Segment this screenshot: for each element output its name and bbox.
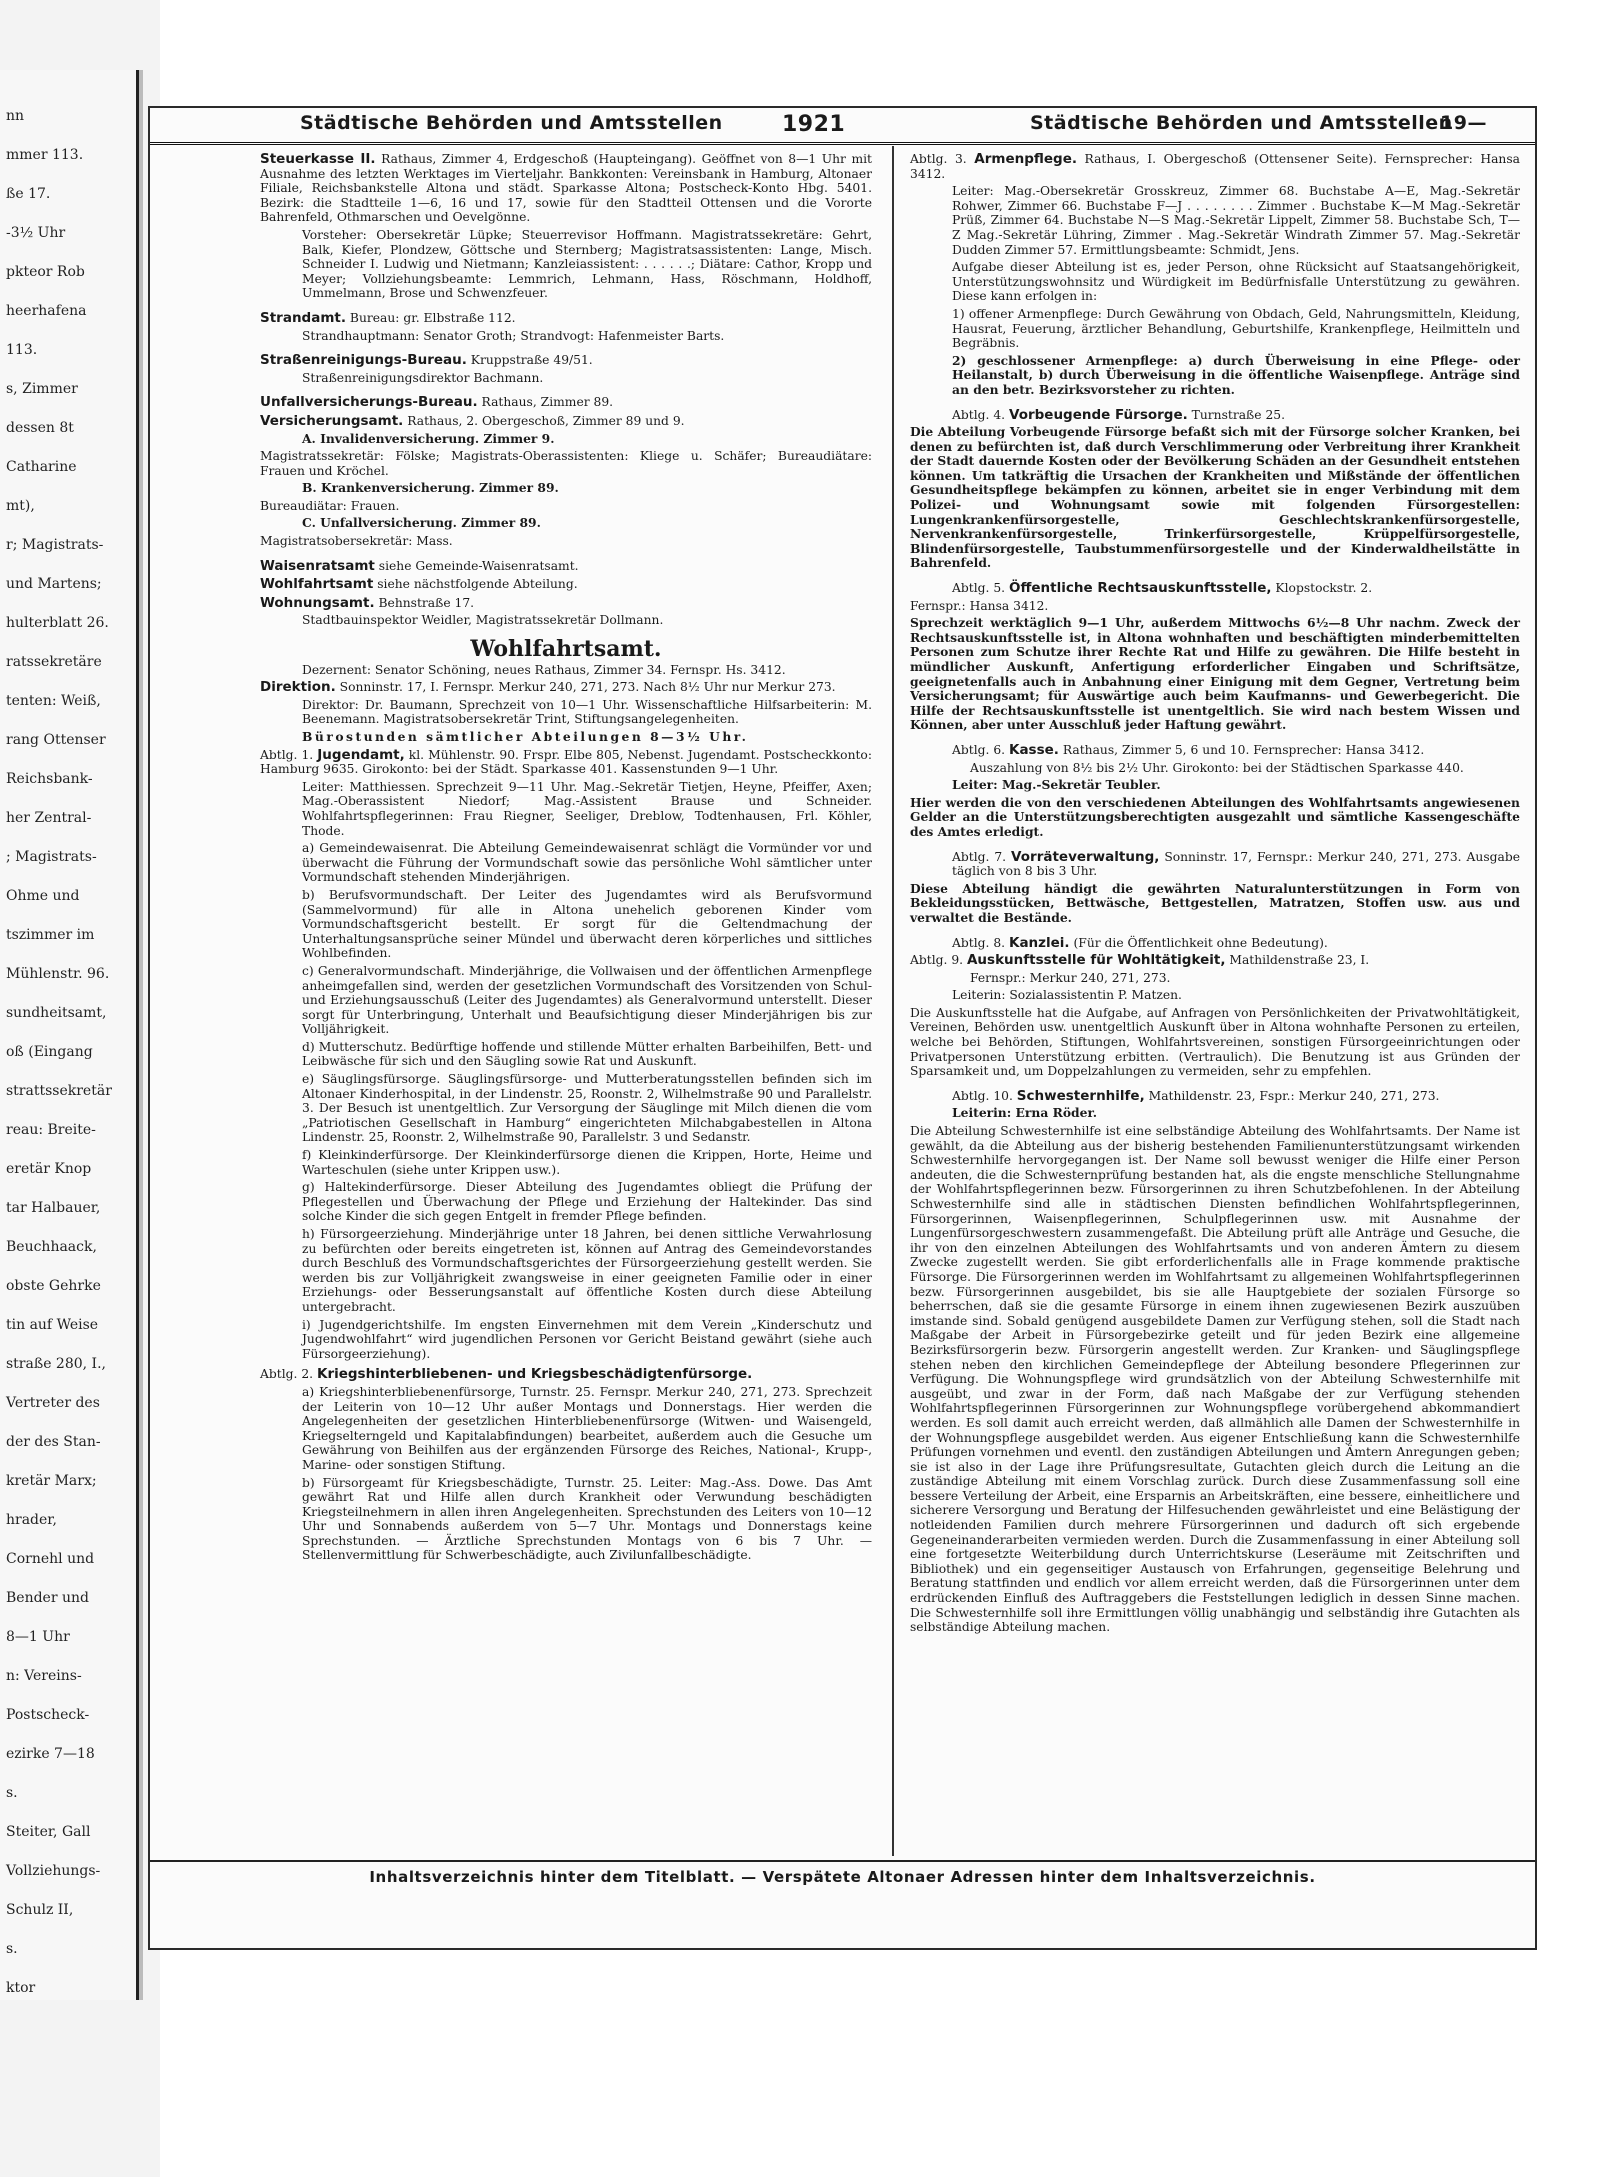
fragment-line: Beuchhaack, xyxy=(6,1239,97,1255)
entry-staff: Straßenreinigungsdirektor Bachmann. xyxy=(302,370,544,385)
entry-strassenreinigung xyxy=(260,353,872,385)
fragment-line: s, Zimmer xyxy=(6,381,78,397)
list-item: a) Kriegshinterbliebenenfürsorge, Turnstr. 25. Fernspr. Merkur 240, 271, 273. Sprechzeit der Leiterin von 10—12 Uhr außer Montags und Donnerstags. Hier werden die Angelegenheiten der gesetzlichen Hinterbliebenenfürsorge (Witwen- und Waisengeld, Kriegselterngeld und Kapitalabfindungen) bearbeitet, außerdem auch die Gesuche um Gewährung von Beihilfen aus der ergänzenden Fürsorge des Reiches, National-, Krupp-, Marine- oder sonstigen Stiftung. xyxy=(302,1384,872,1472)
fragment-line: hrader, xyxy=(6,1512,57,1528)
entry-name: Straßenreinigungs-Bureau. xyxy=(260,352,467,369)
fragment-line: pkteor Rob xyxy=(6,264,85,280)
fragment-line: Steiter, Gall xyxy=(6,1824,91,1840)
directory-page xyxy=(148,106,1537,1950)
entry-staff: Strandhauptmann: Senator Groth; Strandvogt: Hafenmeister Barts. xyxy=(302,328,725,343)
fragment-line: tar Halbauer, xyxy=(6,1200,101,1216)
fragment-line: Mühlenstr. 96. xyxy=(6,966,110,982)
fragment-line: ratssekretäre xyxy=(6,654,102,670)
list-item: h) Fürsorgeerziehung. Minderjährige unter 18 Jahren, bei denen sittliche Verwahrlosung zu befürchten oder bereits eingetreten ist, können auf Antrag des Gemeindevorstandes durch Beschluß des Vormundschaftsgerichtes der Fürsorgeerziehung gestellt werden. Sie werden bis zur Volljährigkeit zwangsweise in einer geeigneten Familie oder in einer Erziehungs- oder Besserungsanstalt auf öffentliche Kosten durch diese Abteilung untergebracht. xyxy=(302,1227,872,1314)
entry-text: Mathildenstr. 23, Fspr.: Merkur 240, 271, 273. xyxy=(1148,1088,1440,1103)
fragment-line: 8—1 Uhr xyxy=(6,1629,70,1645)
entry-name: Vorräteverwaltung, xyxy=(1011,848,1160,865)
fragment-line: Ohme und xyxy=(6,888,80,904)
page-footer: Inhaltsverzeichnis hinter dem Titelblatt. — Verspätete Altonaer Adressen hinter dem Inhaltsverzeichnis. xyxy=(150,1860,1535,1898)
fragment-line: sundheitsamt, xyxy=(6,1005,107,1021)
fragment-line: der des Stan- xyxy=(6,1434,101,1450)
entry-name: Auskunftsstelle für Wohltätigkeit, xyxy=(966,952,1226,969)
entry-text: Rathaus, Zimmer 4, Erdgeschoß (Haupteingang). Geöffnet von 8—1 Uhr mit Ausnahme des letzten Werktages im Vierteljahr. Bankkonten: Vereinsbank in Hamburg, Altonaer Filiale, Reichsbankstelle Altona und städt. Sparkasse Altona; Postscheck-Konto Hbg. 5401. Bezirk: die Stadtteile 1—6, 16 und 17, sowie für den Stadtteil Ottensen und die Vororte Bahrenfeld, Othmarschen und Oevelgönne. xyxy=(260,152,872,225)
entry-name: Wohnungsamt. xyxy=(260,594,375,611)
list-item: e) Säuglingsfürsorge. Säuglingsfürsorge- und Mutterberatungsstellen befinden sich im Altonaer Kinderhospital, in der Lindenstr. 25, Roonstr. 2, Wilhelmstraße 90 und Parallelstr. 3. Der Besuch ist unentgeltlich. Zur Versorgung der Säuglinge mit Milch dienen die vom „Patriotischen Gesellschaft in Hamburg“ eingerichteten Milchabgabestellen in Altona Lindenstr. 25, Roonstr. 2, Wilhelmstraße 90, Parallelstr. 3 und Sedanstr. xyxy=(302,1072,872,1145)
fragment-line: Postscheck- xyxy=(6,1707,90,1723)
entry-name: Waisenratsamt xyxy=(260,557,375,574)
fragment-line: s. xyxy=(6,1941,18,1957)
jugendamt-staff: Leiter: Matthiessen. Sprechzeit 9—11 Uhr. Mag.-Sekretär Tietjen, Heyne, Pfeiffer, Axen; Mag.-Oberassistent Niedorf; Mag.-Assistent Brause und Schneider. Wohlfahrtspflegerinnen: Frau Riegner, Seeliger, Dreblow, Todtenhausen, Frl. Köhler, Thode. xyxy=(302,779,872,838)
list-item: f) Kleinkinderfürsorge. Der Kleinkinderfürsorge dienen die Krippen, Horte, Heime und Warteschulen (siehe unter Krippen usw.). xyxy=(302,1148,872,1177)
fragment-line: ezirke 7—18 xyxy=(6,1746,95,1762)
fragment-line: Catharine xyxy=(6,459,77,475)
list-item: g) Haltekinderfürsorge. Dieser Abteilung des Jugendamtes obliegt die Prüfung der Pflegestellen und Überwachung der Pflege und Erziehung der Haltekinder. Das sind solche Kinder die sich gegen Entgelt in fremder Pflege befinden. xyxy=(302,1180,872,1224)
entry-text: Rathaus, Zimmer 89. xyxy=(481,395,614,410)
abteilung-label: Abtlg. 7. xyxy=(952,849,1007,864)
entry-text: Behnstraße 17. xyxy=(378,595,475,610)
fragment-line: und Martens; xyxy=(6,576,102,592)
entry-waisenratsamt xyxy=(260,559,872,574)
abteilung-label: Abtlg. 1. xyxy=(260,747,314,762)
kasse-text: Auszahlung von 8½ bis 2½ Uhr. Girokonto: bei der Städtischen Sparkasse 440. xyxy=(970,760,1464,775)
abteilung-label: Abtlg. 3. xyxy=(910,152,967,166)
entry-text: Rathaus, Zimmer 5, 6 und 10. Fernsprecher: Hansa 3412. xyxy=(1062,742,1425,757)
entry-name: Versicherungsamt. xyxy=(260,412,404,429)
entry-name: Unfallversicherungs-Bureau. xyxy=(260,394,478,411)
fragment-line: Schulz II, xyxy=(6,1902,74,1918)
fragment-line: ; Magistrats- xyxy=(6,849,97,865)
fragment-line: strattssekretär xyxy=(6,1083,112,1099)
auskunft-text: Die Auskunftsstelle hat die Aufgabe, auf Anfragen von Persönlichkeiten der Privatwohltätigkeit, Vereinen, Behörden usw. unentgeltlich Auskunft über in Altona wohnhafte Personen zu erteilen, welche bei Behörden, Stiftungen, Wohlfahrtsvereinen, sonstigen Fürsorgeeinrichtungen oder Privatpersonen Unterstützung erbitten. (Vertraulich). Die Benutzung ist aus Gründen der Sparsamkeit und, um Doppelzahlungen zu vermeiden, sehr zu empfehlen. xyxy=(910,1005,1520,1079)
entry-text: Rathaus, 2. Obergeschoß, Zimmer 89 und 9. xyxy=(407,413,685,428)
list-item: b) Fürsorgeamt für Kriegsbeschädigte, Turnstr. 25. Leiter: Mag.-Ass. Dowe. Das Amt gewährt Rat und Hilfe allen durch Krankheit oder Verwundung beschädigten Kriegsteilnehmern in allen ihren Angelegenheiten. Sprechstunden des Leiters von 10—12 Uhr und Sonnabends außerdem von 5—7 Uhr. Montags und Donnerstags keine Sprechstunden. — Ärztliche Sprechstunden Montags von 6 bis 7 Uhr. — Stellenvermittlung für Schwerbeschädigte, auch Zivilunfallbeschädigte. xyxy=(302,1475,872,1563)
entry-name: Vorbeugende Fürsorge. xyxy=(1008,406,1188,423)
fragment-line: mmer 113. xyxy=(6,147,84,163)
entry-text: Klopstockstr. 2. xyxy=(1275,581,1373,596)
section-title-wohlfahrtsamt: Wohlfahrtsamt. xyxy=(470,636,662,663)
fragment-line: obste Gehrke xyxy=(6,1278,101,1294)
direktor-line: Direktor: Dr. Baumann, Sprechzeit von 10—1 Uhr. Wissenschaftliche Hilfsarbeiterin: M. Beenemann. Magistratsobersekretär Trint, Stiftungsangelegenheiten. xyxy=(302,697,872,727)
entry-name: Öffentliche Rechtsauskunftsstelle, xyxy=(1008,580,1272,597)
entry-wohnungsamt xyxy=(260,596,872,628)
fragment-line: r; Magistrats- xyxy=(6,537,104,553)
entry-text: siehe nächstfolgende Abteilung. xyxy=(377,577,578,592)
krieg-items xyxy=(260,1385,872,1563)
abteilung-label: Abtlg. 5. xyxy=(952,581,1006,596)
fragment-line: Cornehl und xyxy=(6,1551,95,1567)
vorbeug-text: Die Abteilung Vorbeugende Fürsorge befaßt sich mit der Fürsorge solcher Kranken, bei denen zu befürchten ist, daß durch Verschlimmerung oder Verbreitung ihrer Krankheit der Stadt dauernde Kosten oder der Bevölkerung Schäden an der Gesundheit entstehen können. Um tatkräftig die Ursachen der Krankheiten und Mißstände der öffentlichen Gesundheitspflege bekämpfen zu können, arbeitet sie in enger Verbindung mit dem Polizei- und Wohnungsamt sowie mit folgenden Fürsorgestellen: Lungenkrankenfürsorgestelle, Geschlechtskrankenfürsorgestelle, Nervenkrankenfürsorgestelle, Trinkerfürsorgestelle, Krüppelfürsorgestelle, Blindenfürsorgestelle, Taubstummenfürsorgestelle und der Kinderwaldheilstätte in Bahrenfeld. xyxy=(910,424,1520,571)
entry-name: Kriegshinterbliebenen- und Kriegsbeschädigtenfürsorge. xyxy=(316,1366,753,1383)
fragment-line: Bender und xyxy=(6,1590,89,1606)
subentry-a-staff: Magistratssekretär: Fölske; Magistrats-Oberassistenten: Kliege u. Schäfer; Bureaudiätare: Frauen und Kröchel. xyxy=(260,449,872,478)
vorraete-text: Diese Abteilung händigt die gewährten Naturalunterstützungen in Form von Bekleidungsstücken, Bettwäsche, Bettgestellen, Matratzen, Stoffen usw. aus und verwaltet die Bestände. xyxy=(910,880,1520,925)
auskunft-fernspr: Fernspr.: Merkur 240, 271, 273. xyxy=(970,970,1171,985)
list-item: a) Gemeindewaisenrat. Die Abteilung Gemeindewaisenrat schlägt die Vormünder vor und überwacht die Führung der Vormundschaft sowie das persönliche Wohl sämtlicher unter Vormundschaft stehenden Minderjährigen. xyxy=(302,841,872,885)
fragment-line: tszimmer im xyxy=(6,927,95,943)
fragment-line: s. xyxy=(6,1785,18,1801)
header-page-number: 19— xyxy=(1440,112,1487,134)
entry-wohlfahrtsamt-ref xyxy=(260,577,872,592)
column-divider xyxy=(892,146,894,1856)
subentry-c: C. Unfallversicherung. Zimmer 89. xyxy=(302,515,541,531)
entry-name: Kasse. xyxy=(1008,741,1059,758)
schwester-text: Die Abteilung Schwesternhilfe ist eine selbständige Abteilung des Wohlfahrtsamts. Der Name ist gewählt, da die Abteilung aus der bisherig bestehenden Familienunterstützungsamt wirkenden Schwesternhilfe hervorgegangen ist. Der Name soll bewusst weniger die Hilfe einer Person andeuten, die die Schwesternprüfung bestanden hat, als die engste menschliche Stellungnahme der Wohlfahrtspflegerinnen bezw. Fürsorgerinnen zu ihren Schutzbefohlenen. In der Abteilung Schwesternhilfe sind alle in städtischen Diensten befindlichen Wohlfahrtspflegerinnen, Fürsorgerinnen, Waisenpflegerinnen, Schulpflegerinnen usw. mit Ausnahme der Lungenfürsorgeschwestern zusammengefaßt. Die Abteilung prüft alle Anträge und Gesuche, die ihr von den einzelnen Abteilungen des Wohlfahrtsamts und von anderen Ämtern zu diesem Zwecke zugestellt werden. Sie gibt erforderlichenfalls alle in Frage kommende praktische Fürsorge. Die Fürsorgerinnen werden im Wohlfahrtsamt zu allgemeinen Wohlfahrtspflegerinnen bezw. Fürsorgerinnen ausgebildet, bis sie alle Hauptgebiete der sozialen Fürsorge so beherrschen, daß sie die gesamte Fürsorge in einem ihnen zugewiesenen Bezirk auszuüben imstande sind. Sobald genügend ausgebildete Damen zur Verfügung stehen, soll die Stadt nach Maßgabe der Arbeit in Fürsorgebezirke geteilt und für jeden Bezirk eine allgemeine Bezirksfürsorgerin bezw. Fürsorgerin angestellt werden. Zur Kranken- und Säuglingspflege stehen neben den kirchlichen Gemeindepflege der Abteilung besondere Pflegerinnen zur Verfügung. Die Wohnungspflege wird grundsätzlich von der Abteilung Schwesternhilfe mit ausgeübt, und zwar in der Form, daß nach Maßgabe der zur Verfügung stehenden Wohlfahrtspflegerinnen Fürsorgerinnen zur Wohnungspflege vorübergehend abkommandiert werden. Es soll damit auch erreicht werden, daß allmählich alle Damen der Schwesternhilfe in der Wohnungspflege ausgebildet werden. Aus eigener Entschließung kann die Schwesternhilfe Prüfungen vornehmen und eventl. den zuständigen Abteilungen und Ämtern Anregungen geben; sie ist also in der Lage ihre Prüfungsresultate, Gutachten gleich durch die Leitung an die zuständige Abteilung mit einem Vorschlag zurück. Durch diese Zusammenfassung soll eine bessere Verteilung der Arbeit, eine Ersparnis an Arbeitskräften, eine bessere, einheitlichere und sicherere Versorgung und Beratung der Hilfesuchenden gewährleistet und eine Belästigung der notleidenden Familien durch mehrere Fürsorgerinnen und dadurch oft sich ergebende Gegeneinanderarbeiten vermieden werden. Durch die Zusammenfassung in einer Abteilung soll eine fortgesetzte Weiterbildung durch Unterrichtskurse (Leseräume mit Zeitschriften und Bibliothek) und ein gegenseitiger Austausch von Erfahrungen, gegenseitige Belehrung und Beratung stattfinden und endlich vor allem erreicht werden, daß die Fürsorgerinnen unter dem erdrückenden Einfluß des Auftraggebers die Feststellungen lediglich in dessen Sinne machen. Die Schwesternhilfe soll ihre Ermittlungen völlig unabhängig und selbständig ihre Gutachten als selbständige Abteilung machen. xyxy=(910,1124,1520,1635)
header-right-title: Städtische Behörden und Amtsstellen xyxy=(1030,112,1453,134)
header-year: 1921 xyxy=(782,112,846,137)
entry-text: Kruppstraße 49/51. xyxy=(470,353,593,368)
subentry-b: B. Krankenversicherung. Zimmer 89. xyxy=(302,480,559,496)
armen-staff: Leiter: Mag.-Obersekretär Grosskreuz, Zimmer 68. Buchstabe A—E, Mag.-Sekretär Rohwer, Zimmer 66. Buchstabe F—J . . . . . . . . Zimmer . Buchstabe K—M Mag.-Sekretär Prüß, Zimmer 64. Buchstabe N—S Mag.-Sekretär Lippelt, Zimmer 58. Buchstabe Sch, T—Z Mag.-Sekretär Lühring, Zimmer . Mag.-Sekretär Windrath Zimmer 57. Mag.-Sekretär Dudden Zimmer 57. Ermittlungsbeamte: Schmidt, Jens. xyxy=(952,184,1520,257)
fragment-line: her Zentral- xyxy=(6,810,92,826)
previous-page-fragment xyxy=(0,70,139,2000)
entry-name: Kanzlei. xyxy=(1008,934,1070,951)
fragment-line: -3½ Uhr xyxy=(6,225,66,241)
fragment-line: Vollziehungs- xyxy=(6,1863,101,1879)
recht-fernspr: Fernspr.: Hansa 3412. xyxy=(910,598,1049,613)
page-header xyxy=(150,108,1535,145)
entry-text: Turnstraße 25. xyxy=(1191,407,1286,422)
entry-text: Sonninstr. 17, I. Fernspr. Merkur 240, 271, 273. Nach 8½ Uhr nur Merkur 273. xyxy=(339,680,836,695)
entry-name: Schwesternhilfe, xyxy=(1016,1087,1145,1104)
entry-name: Armenpflege. xyxy=(974,151,1077,167)
entry-staff: Stadtbauinspektor Weidler, Magistratssekretär Dollmann. xyxy=(302,613,664,628)
auskunft-staff: Leiterin: Sozialassistentin P. Matzen. xyxy=(952,988,1182,1003)
fragment-line: eretär Knop xyxy=(6,1161,92,1177)
fragment-line: reau: Breite- xyxy=(6,1122,96,1138)
left-column xyxy=(260,152,872,1566)
fragment-line: Reichsbank- xyxy=(6,771,93,787)
entry-text: Bureau: gr. Elbstraße 112. xyxy=(349,310,516,325)
armen-text: Aufgabe dieser Abteilung ist es, jeder Person, ohne Rücksicht auf Staatsangehörigkeit, Unterstützungswohnsitz und Würdigkeit im Bedürfnisfalle Unterstützung zu gewähren. Diese kann erfolgen in: xyxy=(952,260,1520,304)
entry-steuerkasse xyxy=(260,152,872,301)
fragment-line: rang Ottenser xyxy=(6,732,106,748)
fragment-line: tin auf Weise xyxy=(6,1317,99,1333)
entry-text: kl. Mühlenstr. 90. Frspr. Elbe 805, Nebenst. Jugendamt. Postscheckkonto: Hamburg 9635. Girokonto: bei der Städt. Sparkasse 401. Kassenstunden 9—1 Uhr. xyxy=(260,747,872,777)
entry-text: Sonninstr. 17, Fernspr.: Merkur 240, 271, 273. Ausgabe täglich von 8 bis 3 Uhr. xyxy=(952,849,1520,879)
dezernent-line: Dezernent: Senator Schöning, neues Rathaus, Zimmer 34. Fernspr. Hs. 3412. xyxy=(302,662,786,677)
abteilung-label: Abtlg. 8. xyxy=(952,935,1006,950)
entry-text: siehe Gemeinde-Waisenratsamt. xyxy=(378,558,579,573)
list-item: d) Mutterschutz. Bedürftige hoffende und stillende Mütter erhalten Barbeihilfen, Bett- und Leibwäsche für sich und den Säugling sowie Rat und Auskunft. xyxy=(302,1039,872,1069)
list-item: c) Generalvormundschaft. Minderjährige, die Vollwaisen und der öffentlichen Armenpflege anheimgefallen sind, werden der gesetzlichen Vormundschaft des Vorsitzenden von Schul- und Erziehungsausschuß (Leiter des Jugendamtes) als Generalvormund unterstellt. Dieser sorgt für Unterbringung, Unterhalt und Beaufsichtigung dieser Minderjährigen bis zur Volljährigkeit. xyxy=(302,963,872,1037)
kasse-staff: Leiter: Mag.-Sekretär Teubler. xyxy=(952,777,1161,793)
entry-text: Rathaus, I. Obergeschoß (Ottensener Seite). Fernsprecher: Hansa 3412. xyxy=(910,152,1520,181)
list-item: b) Berufsvormundschaft. Der Leiter des Jugendamtes wird als Berufsvormund (Sammelvormund) für alle in Altona unehelich geborenen Kinder vom Vormundschaftsgericht bestellt. Er sorgt für die Geltendmachung der Unterhaltungsansprüche seiner Mündel und überwacht deren körperliches und sittliches Wohlbefinden. xyxy=(302,887,872,961)
fragment-line: straße 280, I., xyxy=(6,1356,106,1372)
armen-item-2: 2) geschlossener Armenpflege: a) durch Überweisung in eine Pflege- oder Heilanstalt, b) durch Überweisung in die öffentliche Waisenpflege. Anträge sind an den betr. Bezirksvorsteher zu richten. xyxy=(952,352,1520,397)
entry-unfall xyxy=(260,395,872,410)
entry-name: Jugendamt, xyxy=(317,746,405,763)
jugendamt-items xyxy=(260,841,872,1361)
subentry-b-staff: Bureaudiätar: Frauen. xyxy=(260,498,400,513)
schwester-staff: Leiterin: Erna Röder. xyxy=(952,1105,1098,1121)
kasse-text-2: Hier werden die von den verschiedenen Abteilungen des Wohlfahrtsamts angewiesenen Gelder an die Unterstützungsberechtigten ausgezahlt und sämtliche Kassengeschäfte des Amtes erledigt. xyxy=(910,794,1520,839)
entry-versicherungsamt xyxy=(260,414,872,549)
subentry-c-staff: Magistratsobersekretär: Mass. xyxy=(260,534,453,549)
list-item: i) Jugendgerichtshilfe. Im engsten Einvernehmen mit dem Verein „Kinderschutz und Jugendwohlfahrt“ wird jugendlichen Personen vor Gericht Beistand gewährt (siehe auch Fürsorgeerziehung). xyxy=(302,1317,872,1361)
entry-name: Wohlfahrtsamt xyxy=(260,576,374,593)
fragment-line: tenten: Weiß, xyxy=(6,693,101,709)
abteilung-label: Abtlg. 10. xyxy=(952,1088,1013,1103)
entry-name: Steuerkasse II. xyxy=(260,151,376,167)
fragment-line: nn xyxy=(6,108,25,124)
entry-name: Strandamt. xyxy=(260,309,346,326)
entry-text: (Für die Öffentlichkeit ohne Bedeutung). xyxy=(1073,935,1328,950)
fragment-line: n: Vereins- xyxy=(6,1668,82,1684)
recht-text: Sprechzeit werktäglich 9—1 Uhr, außerdem Mittwochs 6½—8 Uhr nachm. Zweck der Rechtsauskunftsstelle ist, in Altona wohnhaften und beschäftigten minderbemittelten Personen zum Schutze ihrer Rechte Rat und Hilfe zu gewähren. Die Hilfe besteht in mündlicher Auskunft, Anfertigung erforderlicher Eingaben und Schriftsätze, geeignetenfalls auch in Anbahnung einer Einigung mit dem Gegner, Vertretung beim Versicherungsamt; für Auswärtige auch beim Kaufmanns- und Gewerbegericht. Die Hilfe der Rechtsauskunftsstelle ist unentgeltlich. Sie wird nach bestem Wissen und Können, aber unter Ausschluß jeder Haftung gewährt. xyxy=(910,615,1520,733)
abteilung-label: Abtlg. 4. xyxy=(952,407,1006,422)
buerostunden-line: Bürostunden sämtlicher Abteilungen 8—3½ Uhr. xyxy=(302,729,749,744)
fragment-line: ße 17. xyxy=(6,186,51,202)
fragment-line: oß (Eingang xyxy=(6,1044,93,1060)
fragment-line: heerhafena xyxy=(6,303,87,319)
fragment-line: 113. xyxy=(6,342,38,358)
entry-name: Direktion. xyxy=(260,679,336,696)
right-column xyxy=(910,152,1520,1638)
fragment-line: Vertreter des xyxy=(6,1395,100,1411)
armen-item-1: 1) offener Armenpflege: Durch Gewährung von Obdach, Geld, Nahrungsmitteln, Kleidung, Hausrat, Feuerung, ärztlicher Behandlung, Geburtshilfe, Krankenpflege, Heilmitteln und Begräbnis. xyxy=(952,306,1520,351)
fragment-line: hulterblatt 26. xyxy=(6,615,109,631)
entry-staff: Vorsteher: Obersekretär Lüpke; Steuerrevisor Hoffmann. Magistratssekretäre: Gehrt, Balk, Kiefer, Plondzew, Göttsche und Sternberg; Magistratsassistenten: Lange, Misch. Schneider I. Ludwig und Nietmann; Kanzleiassistent: . . . . . .; Diätare: Cathor, Kropp und Meyer; Vollziehungsbeamte: Lemmrich, Lehmann, Hass, Röschmann, Holdhoff, Ummelmann, Brose und Schwenzfeuer. xyxy=(302,227,872,301)
header-left-title: Städtische Behörden und Amtsstellen xyxy=(300,112,723,134)
fragment-line: mt), xyxy=(6,498,35,514)
fragment-line: ktor xyxy=(6,1980,36,1996)
entry-text: Mathildenstraße 23, I. xyxy=(1229,953,1370,968)
subentry-a: A. Invalidenversicherung. Zimmer 9. xyxy=(302,430,555,446)
abteilung-label: Abtlg. 2. xyxy=(260,1367,314,1382)
entry-strandamt xyxy=(260,311,872,343)
fragment-line: kretär Marx; xyxy=(6,1473,97,1489)
fragment-line: dessen 8t xyxy=(6,420,74,436)
abteilung-label: Abtlg. 9. xyxy=(910,953,964,968)
abteilung-label: Abtlg. 6. xyxy=(952,742,1006,757)
